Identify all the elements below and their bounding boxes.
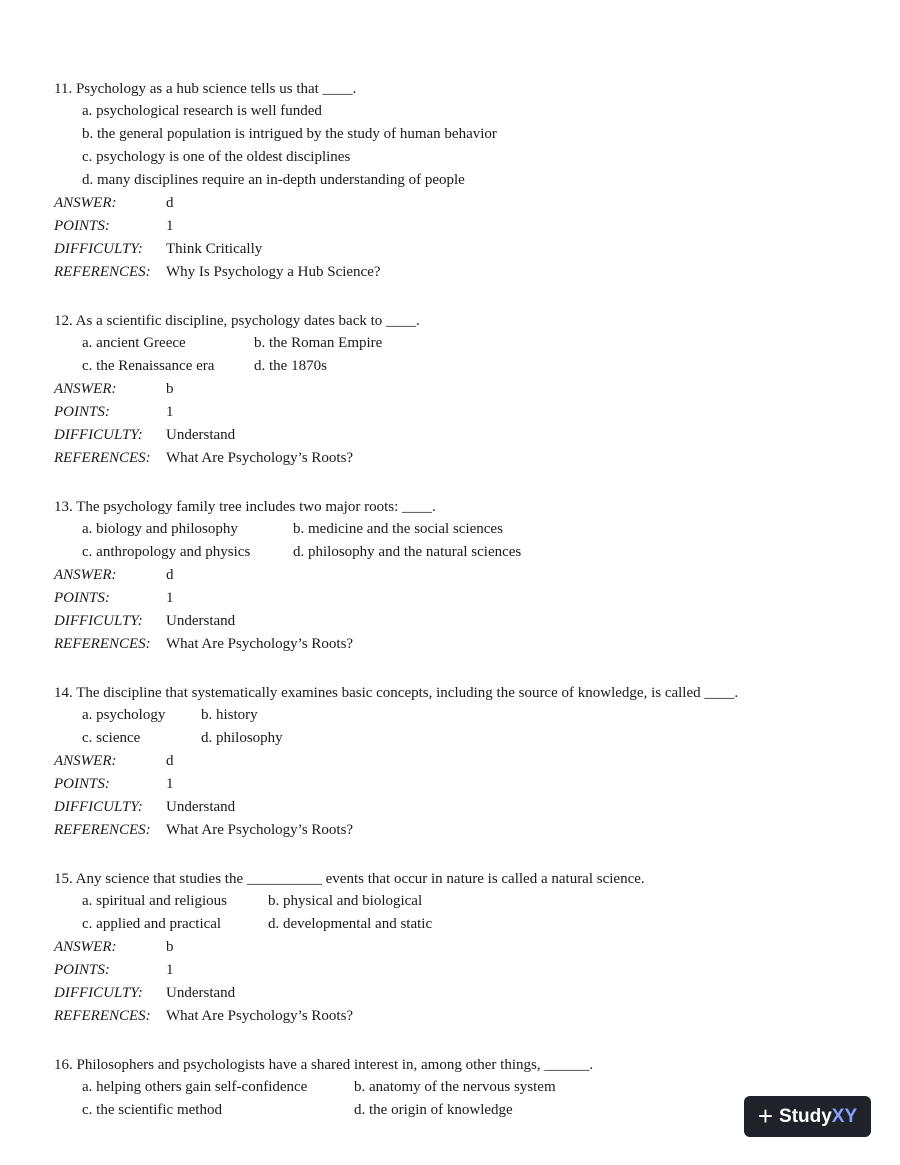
answer-row	[54, 750, 874, 773]
difficulty-value: Understand	[166, 613, 236, 629]
answer-value: d	[166, 567, 174, 583]
points-label: POINTS:	[54, 776, 110, 792]
option-b: b. the Roman Empire	[254, 335, 383, 351]
difficulty-label: DIFFICULTY:	[54, 613, 143, 629]
points-label: POINTS:	[54, 218, 110, 234]
question-stem: 15. Any science that studies the __________ events that occur in nature is called a natural science.	[54, 871, 645, 887]
answer-row	[54, 378, 874, 401]
option-d: d. the 1870s	[254, 358, 327, 374]
difficulty-value: Understand	[166, 985, 236, 1001]
difficulty-row	[54, 982, 874, 1005]
option-c: c. science	[82, 730, 141, 746]
references-row	[54, 819, 874, 842]
points-value: 1	[166, 962, 174, 978]
difficulty-row	[54, 610, 874, 633]
answer-label: ANSWER:	[54, 753, 117, 769]
option-c: c. the scientific method	[82, 1102, 222, 1118]
option-a: a. spiritual and religious	[82, 893, 227, 909]
points-row	[54, 959, 874, 982]
references-row	[54, 261, 874, 284]
references-label: REFERENCES:	[54, 636, 151, 652]
option-b: b. history	[201, 707, 258, 723]
option-b: b. physical and biological	[268, 893, 423, 909]
question-13	[54, 496, 874, 656]
option-b: b. the general population is intrigued by the study of human behavior	[82, 126, 497, 142]
difficulty-value: Think Critically	[166, 241, 263, 257]
question-15	[54, 868, 874, 1028]
points-value: 1	[166, 776, 174, 792]
references-value: What Are Psychology’s Roots?	[166, 450, 354, 466]
option-c: c. psychology is one of the oldest disciplines	[82, 149, 351, 165]
references-row	[54, 633, 874, 656]
brand-accent-text: XY	[831, 1105, 858, 1127]
difficulty-label: DIFFICULTY:	[54, 799, 143, 815]
answer-label: ANSWER:	[54, 381, 117, 397]
studyxy-logo-text	[779, 1106, 857, 1128]
question-14	[54, 682, 874, 842]
question-stem: 12. As a scientific discipline, psychology dates back to ____.	[54, 313, 420, 329]
difficulty-value: Understand	[166, 799, 236, 815]
option-c: c. applied and practical	[82, 916, 222, 932]
points-value: 1	[166, 404, 174, 420]
references-label: REFERENCES:	[54, 264, 151, 280]
references-value: Why Is Psychology a Hub Science?	[166, 264, 381, 280]
answer-value: b	[166, 381, 174, 397]
difficulty-row	[54, 238, 874, 261]
points-row	[54, 401, 874, 424]
points-label: POINTS:	[54, 404, 110, 420]
option-a: a. ancient Greece	[82, 335, 186, 351]
brand-main-text: Study	[779, 1105, 832, 1127]
difficulty-value: Understand	[166, 427, 236, 443]
option-a: a. psychology	[82, 707, 166, 723]
answer-options	[82, 332, 874, 378]
difficulty-label: DIFFICULTY:	[54, 985, 143, 1001]
question-document	[54, 78, 874, 1148]
option-a: a. helping others gain self-confidence	[82, 1079, 308, 1095]
answer-row	[54, 936, 874, 959]
option-c: c. anthropology and physics	[82, 544, 251, 560]
question-stem: 14. The discipline that systematically examines basic concepts, including the source of knowledge, is called ____.	[54, 685, 739, 701]
references-value: What Are Psychology’s Roots?	[166, 822, 354, 838]
studyxy-badge[interactable]	[744, 1096, 871, 1137]
answer-value: d	[166, 753, 174, 769]
answer-label: ANSWER:	[54, 195, 117, 211]
difficulty-label: DIFFICULTY:	[54, 427, 143, 443]
option-b: b. anatomy of the nervous system	[354, 1079, 556, 1095]
points-value: 1	[166, 590, 174, 606]
plus-icon: +	[757, 1100, 774, 1131]
answer-value: b	[166, 939, 174, 955]
question-stem: 11. Psychology as a hub science tells us that ____.	[54, 81, 357, 97]
difficulty-row	[54, 424, 874, 447]
references-row	[54, 1005, 874, 1028]
references-label: REFERENCES:	[54, 1008, 151, 1024]
points-row	[54, 587, 874, 610]
answer-value: d	[166, 195, 174, 211]
answer-options	[82, 518, 874, 564]
option-d: d. the origin of knowledge	[354, 1102, 513, 1118]
answer-row	[54, 192, 874, 215]
option-d: d. philosophy and the natural sciences	[293, 544, 522, 560]
points-label: POINTS:	[54, 590, 110, 606]
option-b: b. medicine and the social sciences	[293, 521, 503, 537]
references-value: What Are Psychology’s Roots?	[166, 1008, 354, 1024]
points-row	[54, 773, 874, 796]
answer-options	[82, 704, 874, 750]
answer-label: ANSWER:	[54, 567, 117, 583]
option-d: d. many disciplines require an in-depth understanding of people	[82, 172, 465, 188]
difficulty-row	[54, 796, 874, 819]
references-row	[54, 447, 874, 470]
difficulty-label: DIFFICULTY:	[54, 241, 143, 257]
option-a: a. biology and philosophy	[82, 521, 238, 537]
points-label: POINTS:	[54, 962, 110, 978]
references-value: What Are Psychology’s Roots?	[166, 636, 354, 652]
option-d: d. developmental and static	[268, 916, 433, 932]
question-stem: 13. The psychology family tree includes two major roots: ____.	[54, 499, 436, 515]
references-label: REFERENCES:	[54, 822, 151, 838]
question-12	[54, 310, 874, 470]
answer-options	[54, 100, 874, 192]
answer-row	[54, 564, 874, 587]
answer-label: ANSWER:	[54, 939, 117, 955]
question-stem: 16. Philosophers and psychologists have a shared interest in, among other things, ______.	[54, 1057, 594, 1073]
option-d: d. philosophy	[201, 730, 283, 746]
references-label: REFERENCES:	[54, 450, 151, 466]
option-c: c. the Renaissance era	[82, 358, 215, 374]
question-11	[54, 78, 874, 284]
points-row	[54, 215, 874, 238]
points-value: 1	[166, 218, 174, 234]
answer-options	[82, 890, 874, 936]
option-a: a. psychological research is well funded	[82, 103, 322, 119]
